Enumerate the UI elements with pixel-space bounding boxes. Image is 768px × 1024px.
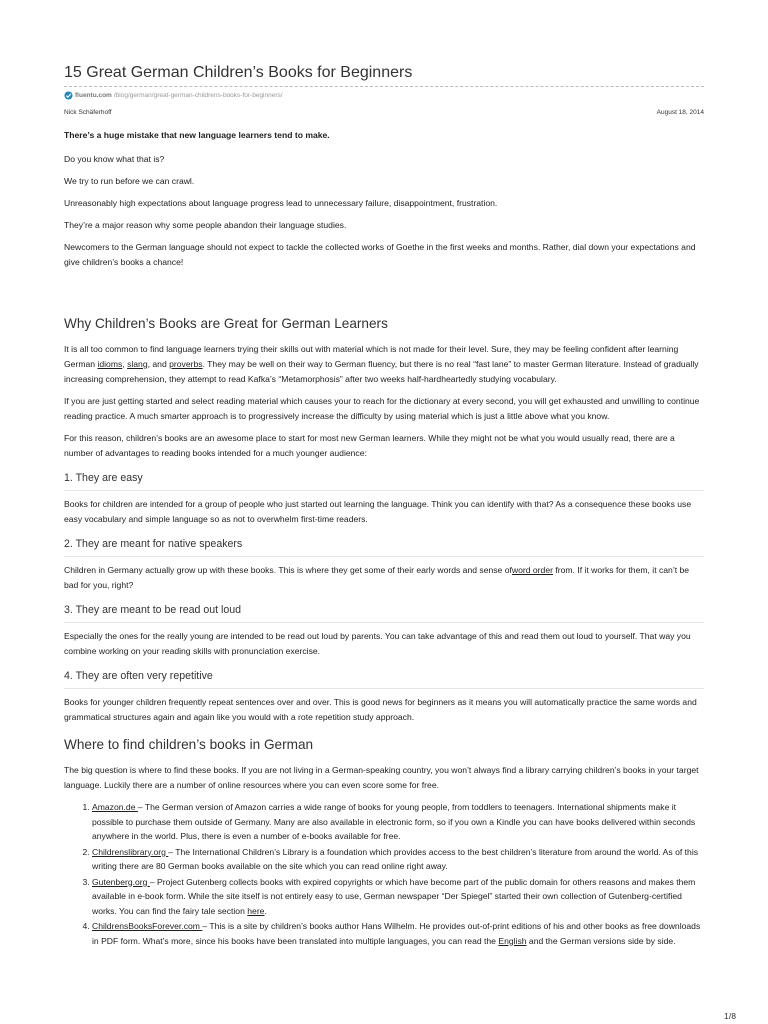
here-link[interactable]: here [247,905,265,916]
list-item: 3. Gutenberg.org – Project Gutenberg collects books with expired copyrights or which have become part of the public domain for others reasons and makes them available in e-book form. While the site itself is not entirely easy to use, German newspaper “Der Spiegel” started their own collection of Gutenberg-certified works. You can find the fairy tale section here. [92,875,704,919]
fluentu-logo-icon [64,91,73,100]
intro-paragraph: Do you know what that is? [64,154,165,164]
intro-paragraph: Newcomers to the German language should not expect to tackle the collected works of Goethe in the first weeks and months. Rather, dial down your expectations and give children’s books a chance! [64,242,696,267]
reason-text-2: Children in Germany actually grow up with these books. This is where they get some of their early words and sense ofword order from. If it works for them, it can’t be bad for you, right? [64,565,690,590]
slang-link[interactable]: slang [127,359,148,369]
reason-text-3: Especially the ones for the really young are intended to be read out loud by parents. You can take advantage of this and read them out loud to yourself. That way you combine working on your reading skills with pronunciation exercise. [64,631,691,656]
reason-heading-4: 4. They are often very repetitive [64,669,704,689]
reason-heading-1: 1. They are easy [64,471,704,491]
intro-paragraph: We try to run before we can crawl. [64,176,195,186]
article-body [64,128,704,949]
intro-paragraph: They’re a major reason why some people abandon their language studies. [64,220,347,230]
reason-heading-2: 2. They are meant for native speakers [64,537,704,557]
childrensbooksforever-link[interactable]: ChildrensBooksForever.com [92,921,203,931]
source-url[interactable] [64,91,283,100]
page-number: 1/8 [724,1011,736,1021]
resource-list [64,800,704,948]
article-title: 15 Great German Children’s Books for Beginners [64,64,413,81]
source-path: /blog/german/great-german-childrens-books-for-beginners/ [113,92,283,99]
list-item: 2. Childrenslibrary.org – The International Children’s Library is a foundation which provides access to the best children’s literature from around the world. As of this writing there are 80 German books available on the site which you can read online right away. [92,845,704,874]
where-intro: The big question is where to find these books. If you are not living in a German-speaking country, you won’t always find a library carrying children’s books in your target language. Luckily there are a number of online resources where you can even score some for free. [64,765,699,790]
publish-date: August 18, 2014 [656,109,704,116]
byline [64,109,704,116]
section-heading-where: Where to find children’s books in German [64,737,314,752]
list-item: 1. Amazon.de – The German version of Amazon carries a wide range of books for young people, from toddlers to teenagers. International shipments make it possible to purchase them outside of Germany. Many are also available in electronic form, so if you own a Kindle you can have books delivered within seconds anywhere in the world. Plus, there is even a number of e-books available for free. [92,800,704,844]
why-paragraph-3: For this reason, children’s books are an awesome place to start for most new German learners. While they might not be what you would usually read, there are a number of advantages to reading books intended for a much younger audience: [64,433,675,458]
idioms-link[interactable]: idioms [97,359,123,369]
word-order-link[interactable]: word order [511,565,553,575]
author-name: Nick Schäferhoff [64,109,112,116]
intro-paragraph: Unreasonably high expectations about language progress lead to unnecessary failure, disappointment, frustration. [64,198,498,208]
gutenberg-link[interactable]: Gutenberg.org [92,876,150,887]
amazon-link[interactable]: Amazon.de [92,802,138,812]
why-paragraph-2: If you are just getting started and select reading material which causes your to reach for the dictionary at every second, you will get exhausted and unwilling to continue reading practice. A much smarter approach is to progressively increase the difficulty by using material which is just a little above what you know. [64,396,700,421]
english-link[interactable]: English [498,935,527,946]
section-heading-why: Why Children’s Books are Great for German Learners [64,316,388,331]
list-item: 4. ChildrensBooksForever.com – This is a site by children’s books author Hans Wilhelm. He provides out-of-print editions of his and other books as free downloads in PDF form. What’s more, since his books have been translated into multiple languages, you can read the English and the German versions side by side. [92,919,704,948]
intro-lead: There’s a huge mistake that new language learners tend to make. [64,130,330,140]
reason-text-1: Books for children are intended for a group of people who just started out learning the language. Think you can identify with that? As a consequence these books use easy vocabulary and simple language so as not to overwhelm first-time readers. [64,499,692,524]
reason-text-4: Books for younger children frequently repeat sentences over and over. This is good news for beginners as it means you will automatically practice the same words and grammatical structures again and again like you would with a rote repetition study approach. [64,697,697,722]
why-paragraph-1: It is all too common to find language learners trying their skills out with material which is not made for their level. Sure, they may be feeling confident after learning German idioms, slang, and proverbs. They may be well on their way to German fluency, but there is no real “fast lane” to master German literature. Instead of gradually increasing comprehension, they attempt to read Kafka’s “Metamorphosis” after two weeks half-hardheartedly studying vocabulary. [64,344,699,384]
source-domain: fluentu.com [75,92,112,99]
reason-heading-3: 3. They are meant to be read out loud [64,603,704,623]
childrenslibrary-link[interactable]: Childrenslibrary.org [92,846,169,857]
proverbs-link[interactable]: proverbs [169,359,203,369]
title-divider [64,86,704,87]
